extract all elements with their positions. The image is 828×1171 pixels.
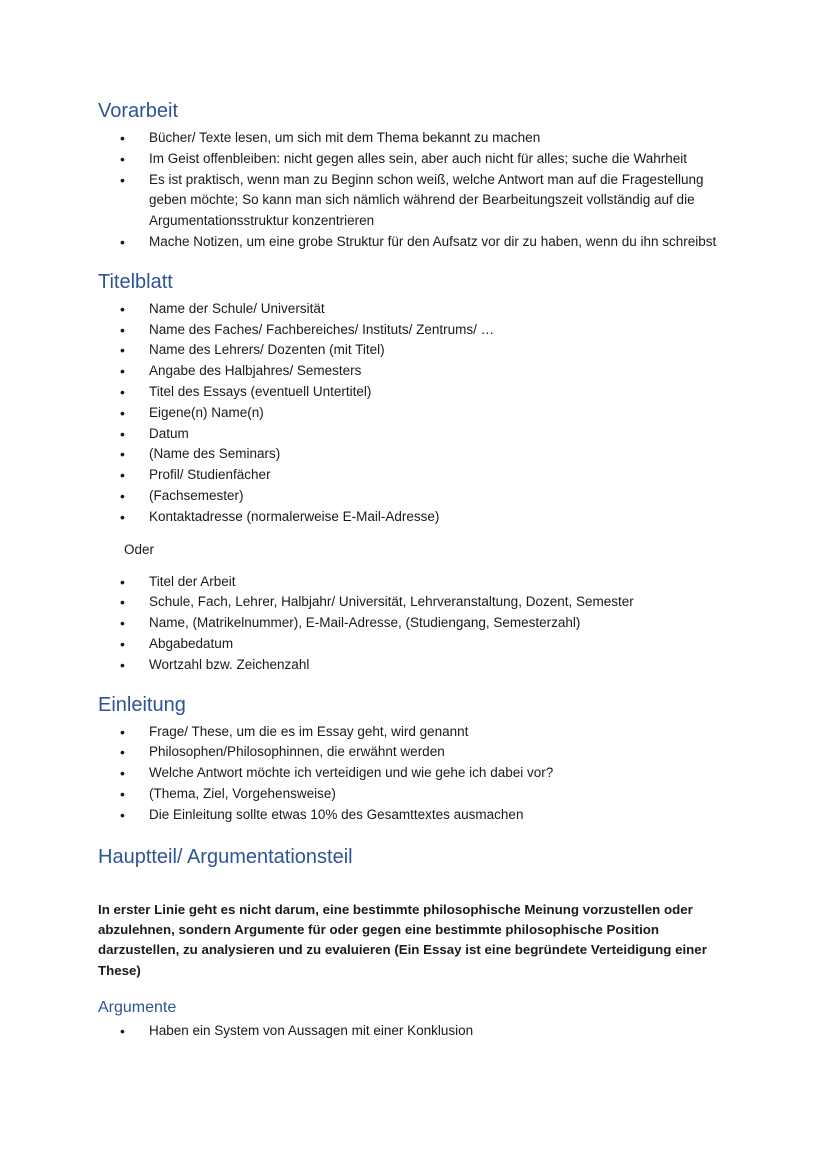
list-item: • Schule, Fach, Lehrer, Halbjahr/ Universität, Lehrveranstaltung, Dozent, Semester xyxy=(98,592,738,613)
list-item: • Titel der Arbeit xyxy=(98,572,738,593)
list-item: • Name, (Matrikelnummer), E-Mail-Adresse, (Studiengang, Semesterzahl) xyxy=(98,613,738,634)
list-item: • Mache Notizen, um eine grobe Struktur für den Aufsatz vor dir zu haben, wenn du ihn schreibst xyxy=(98,232,738,253)
list-item: • Bücher/ Texte lesen, um sich mit dem Thema bekannt zu machen xyxy=(98,128,738,149)
subheading-argumente: Argumente xyxy=(98,999,177,1017)
list-item: • Wortzahl bzw. Zeichenzahl xyxy=(98,655,738,676)
heading-einleitung: Einleitung xyxy=(98,693,186,716)
list-item: • Name des Lehrers/ Dozenten (mit Titel) xyxy=(98,340,738,361)
oder-text: Oder xyxy=(124,541,155,557)
list-item: • Welche Antwort möchte ich verteidigen und wie gehe ich dabei vor? xyxy=(98,763,738,784)
list-item: • Frage/ These, um die es im Essay geht, wird genannt xyxy=(98,722,738,743)
list-vorarbeit xyxy=(98,128,738,253)
hauptteil-paragraph: In erster Linie geht es nicht darum, eine bestimmte philosophische Meinung vorzustellen oder abzulehnen, sondern Argumente für oder gegen eine bestimmte philosophische Position darzustellen, zu analysieren und zu evaluieren (Ein Essay ist eine begründete Verteidigung einer These) xyxy=(98,901,707,978)
list-item: • (Thema, Ziel, Vorgehensweise) xyxy=(98,784,738,805)
list-item: • Abgabedatum xyxy=(98,634,738,655)
list-item: • (Fachsemester) xyxy=(98,486,738,507)
list-item: • (Name des Seminars) xyxy=(98,444,738,465)
list-item: • Eigene(n) Name(n) xyxy=(98,403,738,424)
list-item: • Datum xyxy=(98,424,738,445)
list-item: • Name des Faches/ Fachbereiches/ Instituts/ Zentrums/ … xyxy=(98,320,738,341)
list-titelblatt xyxy=(98,299,738,528)
list-item: • Name der Schule/ Universität xyxy=(98,299,738,320)
list-item: • Kontaktadresse (normalerweise E-Mail-Adresse) xyxy=(98,507,738,528)
list-argumente xyxy=(98,1021,738,1042)
list-titelblatt-alternative xyxy=(98,572,738,676)
list-item: • Philosophen/Philosophinnen, die erwähnt werden xyxy=(98,742,738,763)
heading-hauptteil: Hauptteil/ Argumentationsteil xyxy=(98,845,353,868)
list-item: • Titel des Essays (eventuell Untertitel) xyxy=(98,382,738,403)
list-item: • Angabe des Halbjahres/ Semesters xyxy=(98,361,738,382)
list-item: • Haben ein System von Aussagen mit einer Konklusion xyxy=(98,1021,738,1042)
heading-titelblatt: Titelblatt xyxy=(98,270,173,293)
document-content xyxy=(98,96,738,1042)
list-item: • Profil/ Studienfächer xyxy=(98,465,738,486)
list-item: • Die Einleitung sollte etwas 10% des Gesamttextes ausmachen xyxy=(98,805,738,826)
list-item: • Es ist praktisch, wenn man zu Beginn schon weiß, welche Antwort man auf die Fragestellung geben möchte; So kann man sich nämlich während der Bearbeitungszeit vollständig auf die Argumentationsstruktur konzentrieren xyxy=(98,170,738,232)
list-item: • Im Geist offenbleiben: nicht gegen alles sein, aber auch nicht für alles; suche die Wahrheit xyxy=(98,149,738,170)
list-einleitung xyxy=(98,722,738,826)
heading-vorarbeit: Vorarbeit xyxy=(98,100,179,122)
